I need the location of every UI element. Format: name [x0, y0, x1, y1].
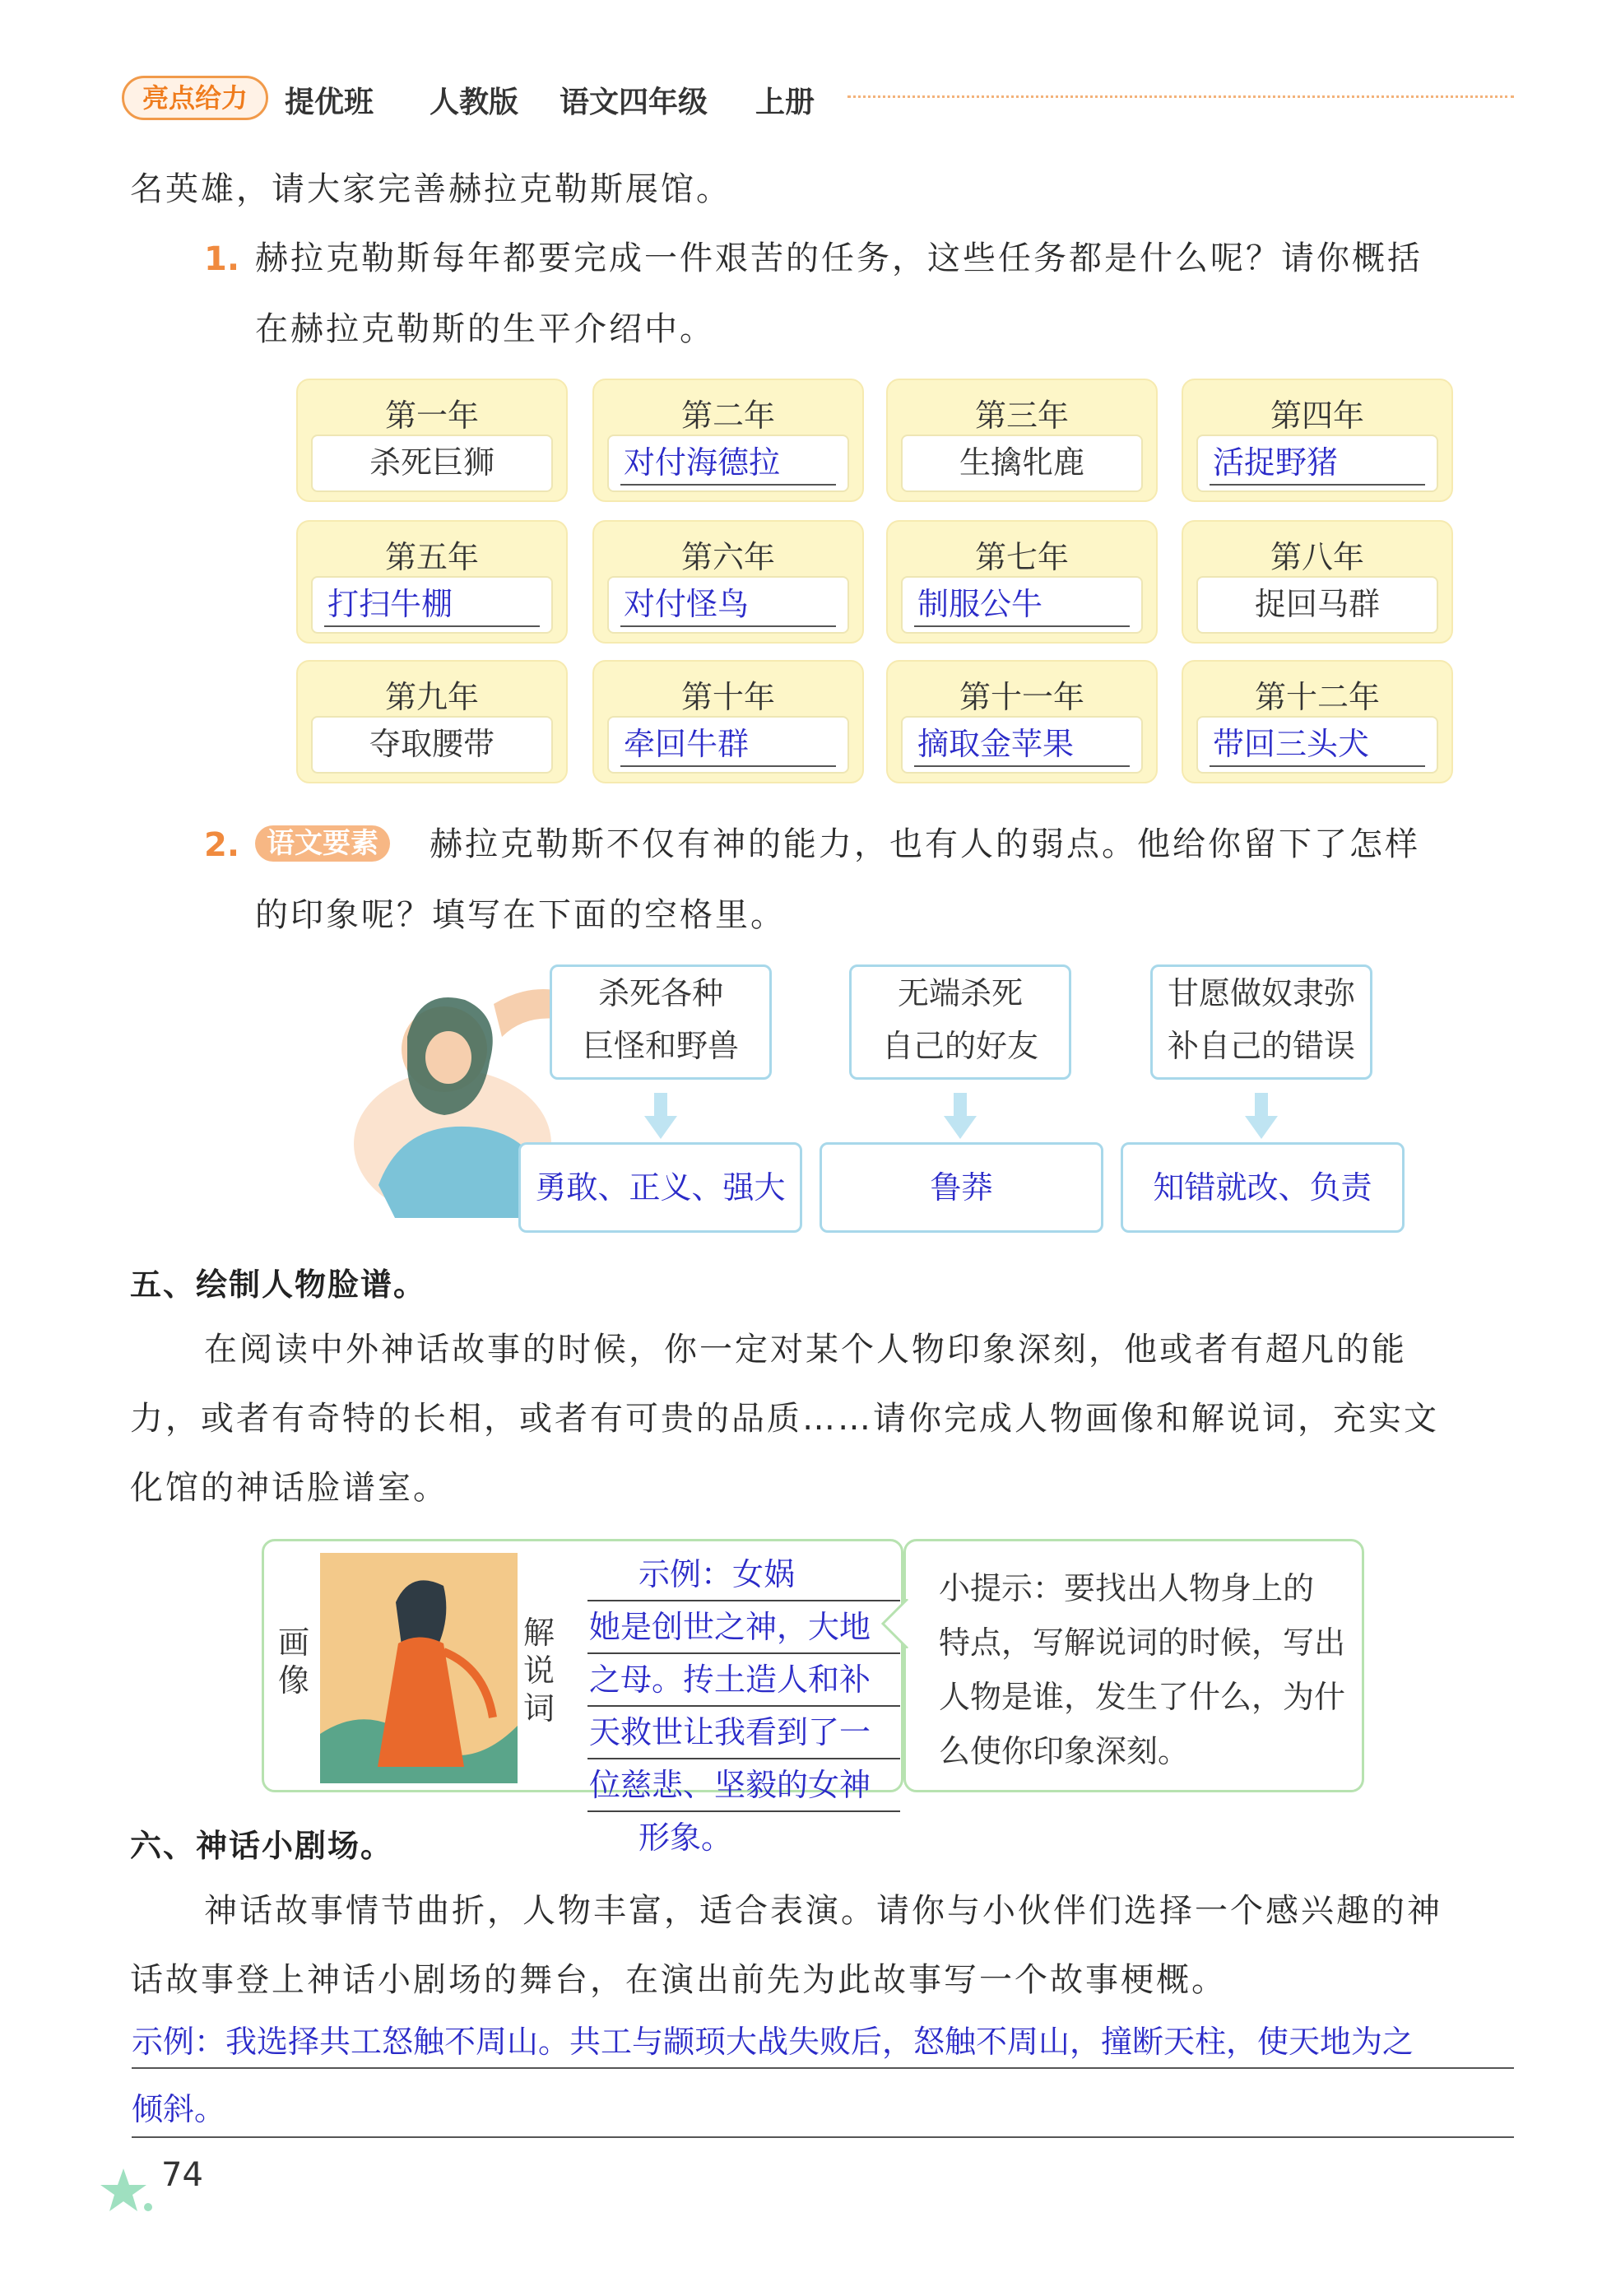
- task-answer-box[interactable]: [607, 576, 849, 634]
- intro-line: 名英雄，请大家完善赫拉克勒斯展馆。: [130, 170, 731, 208]
- task-answer-box[interactable]: [311, 716, 553, 774]
- section-5-heading: 五、绘制人物脸谱。: [130, 1267, 427, 1303]
- answer-underline: [324, 625, 540, 627]
- task-year: 第七年: [974, 539, 1069, 575]
- volume-label: 上册: [755, 86, 815, 119]
- section-6-answer-line1: 示例：我选择共工怒触不周山。共工与颛顼大战失败后，怒触不周山，撞断天柱，使天地为之: [132, 2024, 1414, 2060]
- task-card: [296, 379, 568, 502]
- task-answer-box[interactable]: [901, 716, 1143, 774]
- task-answer-box[interactable]: [607, 435, 849, 492]
- explain-line: 形象。: [638, 1820, 733, 1856]
- portrait-label: 画像: [277, 1624, 309, 1699]
- hint-pointer: [881, 1599, 909, 1648]
- task-card: [1182, 379, 1453, 502]
- task-year: 第十年: [680, 679, 775, 715]
- task-year: 第一年: [384, 397, 479, 434]
- nuwa-portrait-image: [320, 1553, 518, 1783]
- task-answer: 打扫牛棚: [327, 586, 453, 622]
- task-card: [886, 520, 1158, 644]
- task-card: [592, 660, 864, 783]
- task-answer: 对付怪鸟: [624, 586, 750, 622]
- task-answer: 带回三头犬: [1213, 726, 1370, 762]
- series-title: 提优班: [285, 86, 374, 119]
- section-5-line3: 化馆的神话脸谱室。: [130, 1469, 448, 1507]
- section-6-line2: 话故事登上神话小剧场的舞台，在演出前先为此故事写一个故事梗概。: [130, 1961, 1227, 1999]
- task-answer-box[interactable]: [311, 576, 553, 634]
- task-answer: 活捉野猪: [1213, 444, 1339, 481]
- answer-underline: [1210, 484, 1425, 486]
- answer-underline: [1210, 765, 1425, 767]
- hint-line: 么使你印象深刻。: [939, 1733, 1190, 1769]
- task-answer-box[interactable]: [1196, 576, 1438, 634]
- hint-text: [939, 1561, 1350, 1778]
- task-year: 第六年: [680, 539, 775, 575]
- answer-underline: [620, 765, 836, 767]
- section-5-line1: 在阅读中外神话故事的时候，你一定对某个人物印象深刻，他或者有超凡的能: [204, 1331, 1407, 1369]
- explain-underline: [587, 1810, 900, 1812]
- section-6-heading: 六、神话小剧场。: [130, 1828, 394, 1864]
- task-year: 第四年: [1270, 397, 1364, 434]
- question-2-number: 2.: [204, 826, 240, 864]
- question-1-number: 1.: [204, 240, 240, 278]
- answer-rule-1: [132, 2067, 1514, 2069]
- task-answer-box[interactable]: [901, 435, 1143, 492]
- task-answer: 摘取金苹果: [917, 726, 1075, 762]
- question-2-line1: 赫拉克勒斯不仅有神的能力，也有人的弱点。他给你留下了怎样: [430, 825, 1420, 863]
- question-2-tag: 语文要素: [255, 825, 390, 862]
- section-6-line1: 神话故事情节曲折，人物丰富，适合表演。请你与小伙伴们选择一个感兴趣的神: [204, 1892, 1442, 1930]
- answer-underline: [914, 625, 1130, 627]
- event-line: 自己的好友: [881, 1028, 1038, 1064]
- task-answer-box[interactable]: [1196, 435, 1438, 492]
- task-card: [592, 379, 864, 502]
- explain-line: 位慈悲、坚毅的女神: [589, 1767, 871, 1803]
- task-answer: 对付海德拉: [624, 444, 781, 481]
- task-year: 第八年: [1270, 539, 1364, 575]
- hint-line: 小提示：要找出人物身上的: [939, 1570, 1315, 1606]
- task-answer-box[interactable]: [311, 435, 553, 492]
- task-answer: 捉回马群: [1254, 586, 1380, 622]
- hint-box: [903, 1539, 1364, 1792]
- task-answer-box[interactable]: [607, 716, 849, 774]
- answer-underline: [620, 625, 836, 627]
- task-year: 第九年: [384, 679, 479, 715]
- question-1-line1: 赫拉克勒斯每年都要完成一件艰苦的任务，这些任务都是什么呢？请你概括: [255, 239, 1423, 277]
- explain-title: 示例：女娲: [638, 1556, 796, 1592]
- explain-label: 解说词: [522, 1615, 555, 1727]
- task-answer: 夺取腰带: [369, 726, 495, 762]
- explain-line: 之母。抟土造人和补: [589, 1662, 871, 1698]
- event-box: [849, 964, 1071, 1080]
- task-answer-box[interactable]: [901, 576, 1143, 634]
- task-card: [886, 660, 1158, 783]
- subject-label: 语文四年级: [560, 86, 708, 119]
- event-line: 补自己的错误: [1167, 1028, 1355, 1064]
- task-card: [296, 660, 568, 783]
- down-arrow-icon: [644, 1093, 677, 1142]
- explain-line: 她是创世之神，大地: [589, 1609, 871, 1645]
- answer-underline: [620, 484, 836, 486]
- task-year: 第十二年: [1254, 679, 1380, 715]
- event-line: 甘愿做奴隶弥: [1167, 975, 1355, 1011]
- section-6-answer-line2: 倾斜。: [132, 2091, 226, 2127]
- event-line: 杀死各种: [597, 975, 723, 1011]
- event-line: 无端杀死: [897, 975, 1023, 1011]
- hint-line: 人物是谁，发生了什么，为什: [939, 1679, 1346, 1715]
- task-card: [1182, 660, 1453, 783]
- page-number: 74: [161, 2156, 203, 2194]
- impression-answer[interactable]: 知错就改、负责: [1121, 1142, 1405, 1233]
- task-card: [1182, 520, 1453, 644]
- task-year: 第二年: [680, 397, 775, 434]
- event-box: [550, 964, 772, 1080]
- star-decoration-icon: [99, 2164, 156, 2214]
- task-answer: 制服公牛: [917, 586, 1043, 622]
- header-divider: [847, 95, 1514, 98]
- answer-underline: [914, 765, 1130, 767]
- task-card: [886, 379, 1158, 502]
- task-answer-box[interactable]: [1196, 716, 1438, 774]
- event-box: [1150, 964, 1372, 1080]
- explain-line: 天救世让我看到了一: [589, 1714, 871, 1750]
- event-line: 巨怪和野兽: [582, 1028, 739, 1064]
- task-answer: 牵回牛群: [624, 726, 750, 762]
- down-arrow-icon: [1245, 1093, 1278, 1142]
- task-answer: 杀死巨狮: [369, 444, 495, 481]
- brand-badge: 亮点给力: [122, 76, 268, 120]
- task-card: [296, 520, 568, 644]
- question-2-line2: 的印象呢？填写在下面的空格里。: [255, 896, 786, 934]
- task-year: 第三年: [974, 397, 1069, 434]
- edition-label: 人教版: [430, 86, 519, 119]
- impression-answer[interactable]: 鲁莽: [820, 1142, 1103, 1233]
- impression-answer[interactable]: 勇敢、正义、强大: [518, 1142, 802, 1233]
- answer-rule-2: [132, 2136, 1514, 2138]
- task-year: 第五年: [384, 539, 479, 575]
- question-1-line2: 在赫拉克勒斯的生平介绍中。: [255, 310, 715, 348]
- hint-line: 特点，写解说词的时候，写出: [939, 1624, 1346, 1661]
- section-5-line2: 力，或者有奇特的长相，或者有可贵的品质……请你完成人物画像和解说词，充实文: [130, 1400, 1439, 1438]
- task-year: 第十一年: [959, 679, 1084, 715]
- down-arrow-icon: [944, 1093, 977, 1142]
- task-answer: 生擒牝鹿: [959, 444, 1084, 481]
- task-card: [592, 520, 864, 644]
